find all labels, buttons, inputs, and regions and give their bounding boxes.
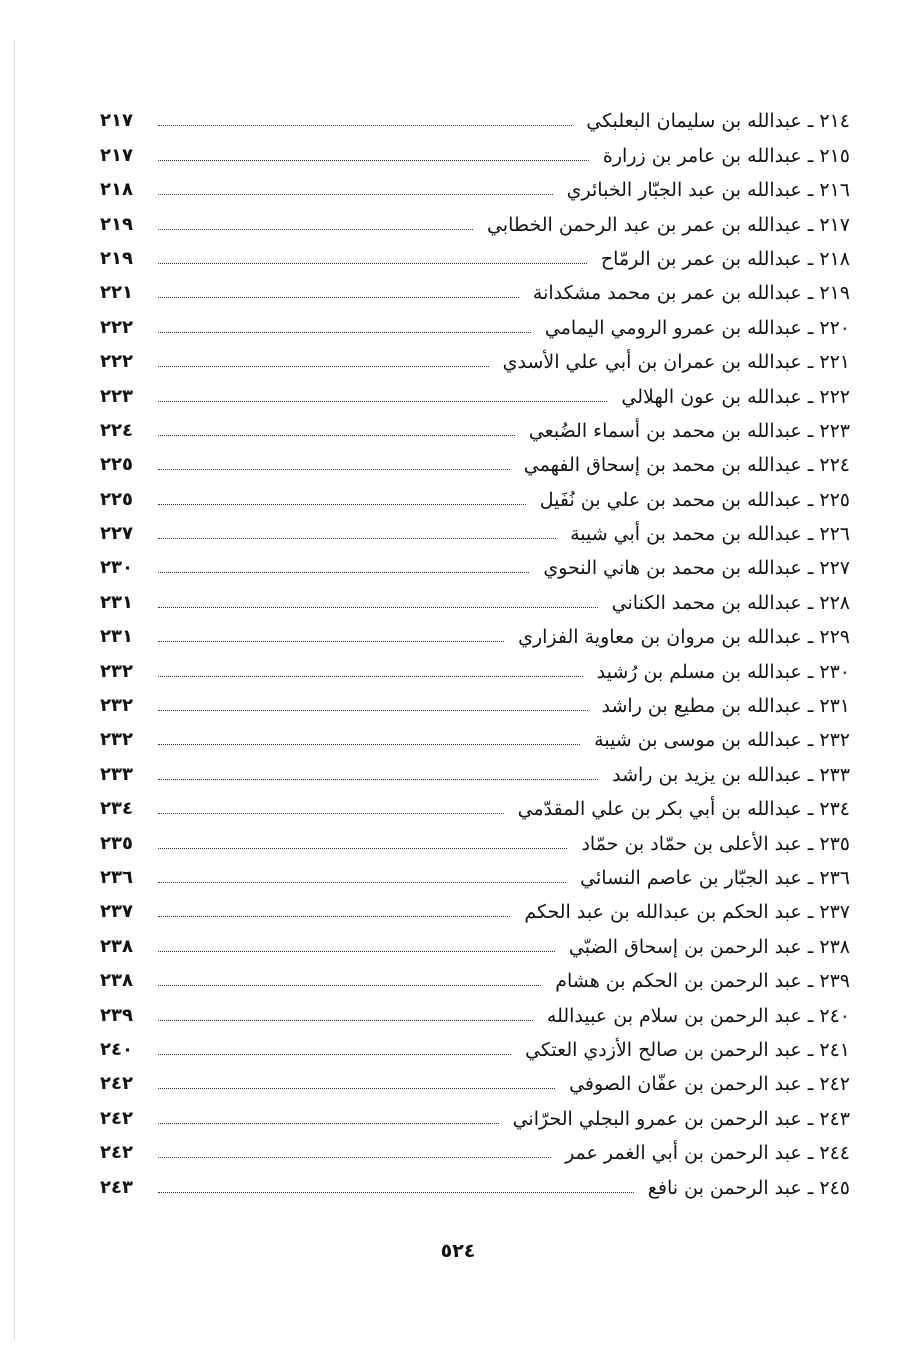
entry-title: ٢٤٣ ـ عبد الرحمن بن عمرو البجلي الحرّاني bbox=[512, 1107, 850, 1130]
dot-leader bbox=[158, 1054, 511, 1055]
entry-title: ٢٣٤ ـ عبدالله بن أبي بكر بن علي المقدّمي bbox=[517, 798, 850, 821]
entry-page-number: ٢٤٠ bbox=[100, 1038, 133, 1060]
toc-entry bbox=[100, 134, 850, 168]
dot-leader bbox=[158, 916, 510, 917]
entry-title: ٢٣٨ ـ عبد الرحمن بن إسحاق الضبّي bbox=[568, 935, 850, 958]
toc-entry bbox=[100, 203, 850, 237]
entry-page-number: ٢٣٨ bbox=[100, 935, 133, 957]
entry-page-number: ٢١٩ bbox=[100, 247, 133, 269]
dot-leader bbox=[158, 366, 489, 367]
entry-title: ٢٤٥ ـ عبد الرحمن بن نافع bbox=[647, 1176, 850, 1199]
scan-margin-line bbox=[14, 40, 15, 1340]
entry-title: ٢٣١ ـ عبدالله بن مطيع بن راشد bbox=[601, 695, 850, 718]
dot-leader bbox=[158, 572, 529, 573]
entry-page-number: ٢١٩ bbox=[100, 213, 133, 235]
entry-title: ٢٣٥ ـ عبد الأعلى بن حمّاد بن حمّاد bbox=[581, 832, 850, 855]
toc-entry bbox=[100, 960, 850, 994]
entry-page-number: ٢٢٥ bbox=[100, 454, 133, 476]
entry-page-number: ٢٤٣ bbox=[100, 1176, 133, 1198]
toc-entry bbox=[100, 925, 850, 959]
entry-title: ٢٣٠ ـ عبدالله بن مسلم بن رُشيد bbox=[596, 660, 850, 683]
dot-leader bbox=[158, 1157, 551, 1158]
entry-page-number: ٢٣٢ bbox=[100, 660, 133, 682]
dot-leader bbox=[158, 641, 504, 642]
toc-entry bbox=[100, 1097, 850, 1131]
entry-title: ٢١٨ ـ عبدالله بن عمر بن الرمّاح bbox=[600, 247, 850, 270]
dot-leader bbox=[158, 813, 504, 814]
entry-page-number: ٢٢٥ bbox=[100, 488, 133, 510]
entry-page-number: ٢٣١ bbox=[100, 626, 133, 648]
dot-leader bbox=[158, 1088, 555, 1089]
entry-page-number: ٢٢٧ bbox=[100, 523, 133, 545]
toc-entry bbox=[100, 410, 850, 444]
entry-page-number: ٢٣٢ bbox=[100, 729, 133, 751]
entry-title: ٢٣٢ ـ عبدالله بن موسى بن شيبة bbox=[594, 729, 850, 752]
entry-page-number: ٢١٧ bbox=[100, 110, 133, 132]
entry-title: ٢٢٥ ـ عبدالله بن محمد بن علي بن نُفَيل bbox=[539, 488, 850, 511]
toc-entry bbox=[100, 1166, 850, 1200]
entry-title: ٢٢٣ ـ عبدالله بن محمد بن أسماء الضُبعي bbox=[528, 419, 850, 442]
dot-leader bbox=[158, 229, 473, 230]
entry-title: ٢١٤ ـ عبدالله بن سليمان البعلبكي bbox=[586, 110, 850, 133]
entry-page-number: ٢٢٤ bbox=[100, 419, 133, 441]
toc-entry bbox=[100, 650, 850, 684]
entry-page-number: ٢٣٧ bbox=[100, 901, 133, 923]
dot-leader bbox=[158, 401, 607, 402]
dot-leader bbox=[158, 1020, 533, 1021]
dot-leader bbox=[158, 985, 541, 986]
toc-entry bbox=[100, 616, 850, 650]
toc-entry bbox=[100, 753, 850, 787]
entry-page-number: ٢٤٢ bbox=[100, 1073, 133, 1095]
toc-entry bbox=[100, 375, 850, 409]
dot-leader bbox=[158, 848, 567, 849]
dot-leader bbox=[158, 504, 526, 505]
entry-page-number: ٢٣٥ bbox=[100, 832, 133, 854]
entry-title: ٢٢٩ ـ عبدالله بن مروان بن معاوية الفزاري bbox=[518, 626, 850, 649]
entry-page-number: ٢٢١ bbox=[100, 282, 133, 304]
entry-title: ٢٢٦ ـ عبدالله بن محمد بن أبي شيبة bbox=[570, 523, 850, 546]
toc-entry bbox=[100, 822, 850, 856]
toc-entry bbox=[100, 444, 850, 478]
toc-entry bbox=[100, 857, 850, 891]
toc-entry bbox=[100, 685, 850, 719]
entry-page-number: ٢٤٢ bbox=[100, 1107, 133, 1129]
dot-leader bbox=[158, 779, 598, 780]
entry-title: ٢٢٧ ـ عبدالله بن محمد بن هاني النحوي bbox=[543, 557, 850, 580]
toc-entry bbox=[100, 1063, 850, 1097]
dot-leader bbox=[158, 435, 515, 436]
toc-entry bbox=[100, 788, 850, 822]
entry-page-number: ٢١٧ bbox=[100, 144, 133, 166]
entry-title: ٢٢٨ ـ عبدالله بن محمد الكناني bbox=[611, 591, 850, 614]
entry-title: ٢٤١ ـ عبد الرحمن بن صالح الأزدي العتكي bbox=[525, 1038, 850, 1061]
toc-entry bbox=[100, 272, 850, 306]
dot-leader bbox=[158, 538, 556, 539]
dot-leader bbox=[158, 951, 555, 952]
dot-leader bbox=[158, 125, 572, 126]
entry-title: ٢٣٦ ـ عبد الجبّار بن عاصم النسائي bbox=[580, 866, 850, 889]
dot-leader bbox=[158, 710, 588, 711]
entry-title: ٢٣٧ ـ عبد الحكم بن عبدالله بن عبد الحكم bbox=[524, 901, 850, 924]
entry-page-number: ٢٣٨ bbox=[100, 970, 133, 992]
entry-title: ٢٤٢ ـ عبد الرحمن بن عفّان الصوفي bbox=[569, 1073, 850, 1096]
entry-title: ٢٢١ ـ عبدالله بن عمران بن أبي علي الأسدي bbox=[502, 351, 850, 374]
page-number: ٥٢٤ bbox=[440, 1240, 476, 1262]
toc-entry bbox=[100, 513, 850, 547]
entry-title: ٢١٧ ـ عبدالله بن عمر بن عبد الرحمن الخطابي bbox=[486, 213, 850, 236]
entry-title: ٢٢٤ ـ عبدالله بن محمد بن إسحاق الفهمي bbox=[523, 454, 850, 477]
entry-title: ٢١٦ ـ عبدالله بن عبد الجبّار الخبائري bbox=[566, 179, 850, 202]
entry-title: ٢٤٤ ـ عبد الرحمن بن أبي الغمر عمر bbox=[565, 1142, 850, 1165]
toc-entry bbox=[100, 581, 850, 615]
dot-leader bbox=[158, 676, 583, 677]
dot-leader bbox=[158, 607, 598, 608]
entry-page-number: ٢٢٢ bbox=[100, 351, 133, 373]
dot-leader bbox=[158, 332, 531, 333]
entry-page-number: ٢٢٣ bbox=[100, 385, 133, 407]
toc-entry bbox=[100, 719, 850, 753]
toc-entry bbox=[100, 169, 850, 203]
entry-title: ٢٤٠ ـ عبد الرحمن بن سلام بن عبيدالله bbox=[546, 1004, 850, 1027]
entry-page-number: ٢٣١ bbox=[100, 591, 133, 613]
dot-leader bbox=[158, 469, 510, 470]
dot-leader bbox=[158, 160, 589, 161]
toc-entry bbox=[100, 891, 850, 925]
toc-entry bbox=[100, 994, 850, 1028]
entry-title: ٢١٥ ـ عبدالله بن عامر بن زرارة bbox=[602, 144, 850, 167]
entry-page-number: ٢١٨ bbox=[100, 179, 133, 201]
toc-entry bbox=[100, 341, 850, 375]
dot-leader bbox=[158, 1192, 634, 1193]
entry-title: ٢٣٩ ـ عبد الرحمن بن الحكم بن هشام bbox=[555, 970, 850, 993]
entry-page-number: ٢٢٢ bbox=[100, 316, 133, 338]
dot-leader bbox=[158, 1123, 499, 1124]
entry-page-number: ٢٣٤ bbox=[100, 798, 133, 820]
dot-leader bbox=[158, 882, 566, 883]
entry-title: ٢٣٣ ـ عبدالله بن يزيد بن راشد bbox=[612, 763, 850, 786]
entry-title: ٢٢٠ ـ عبدالله بن عمرو الرومي اليمامي bbox=[544, 316, 850, 339]
toc-entry bbox=[100, 100, 850, 134]
entry-page-number: ٢٤٢ bbox=[100, 1142, 133, 1164]
entry-page-number: ٢٣٣ bbox=[100, 763, 133, 785]
entry-page-number: ٢٣٦ bbox=[100, 866, 133, 888]
entry-title: ٢١٩ ـ عبدالله بن عمر بن محمد مشكدانة bbox=[532, 282, 850, 305]
dot-leader bbox=[158, 744, 580, 745]
toc-entry bbox=[100, 478, 850, 512]
toc-entry bbox=[100, 306, 850, 340]
entry-page-number: ٢٣٠ bbox=[100, 557, 133, 579]
table-of-contents bbox=[100, 100, 850, 1201]
toc-entry bbox=[100, 547, 850, 581]
toc-entry bbox=[100, 238, 850, 272]
dot-leader bbox=[158, 194, 553, 195]
toc-entry bbox=[100, 1132, 850, 1166]
entry-page-number: ٢٣٩ bbox=[100, 1004, 133, 1026]
dot-leader bbox=[158, 297, 519, 298]
dot-leader bbox=[158, 263, 587, 264]
entry-page-number: ٢٣٢ bbox=[100, 695, 133, 717]
entry-title: ٢٢٢ ـ عبدالله بن عون الهلالي bbox=[621, 385, 850, 408]
toc-entry bbox=[100, 1029, 850, 1063]
